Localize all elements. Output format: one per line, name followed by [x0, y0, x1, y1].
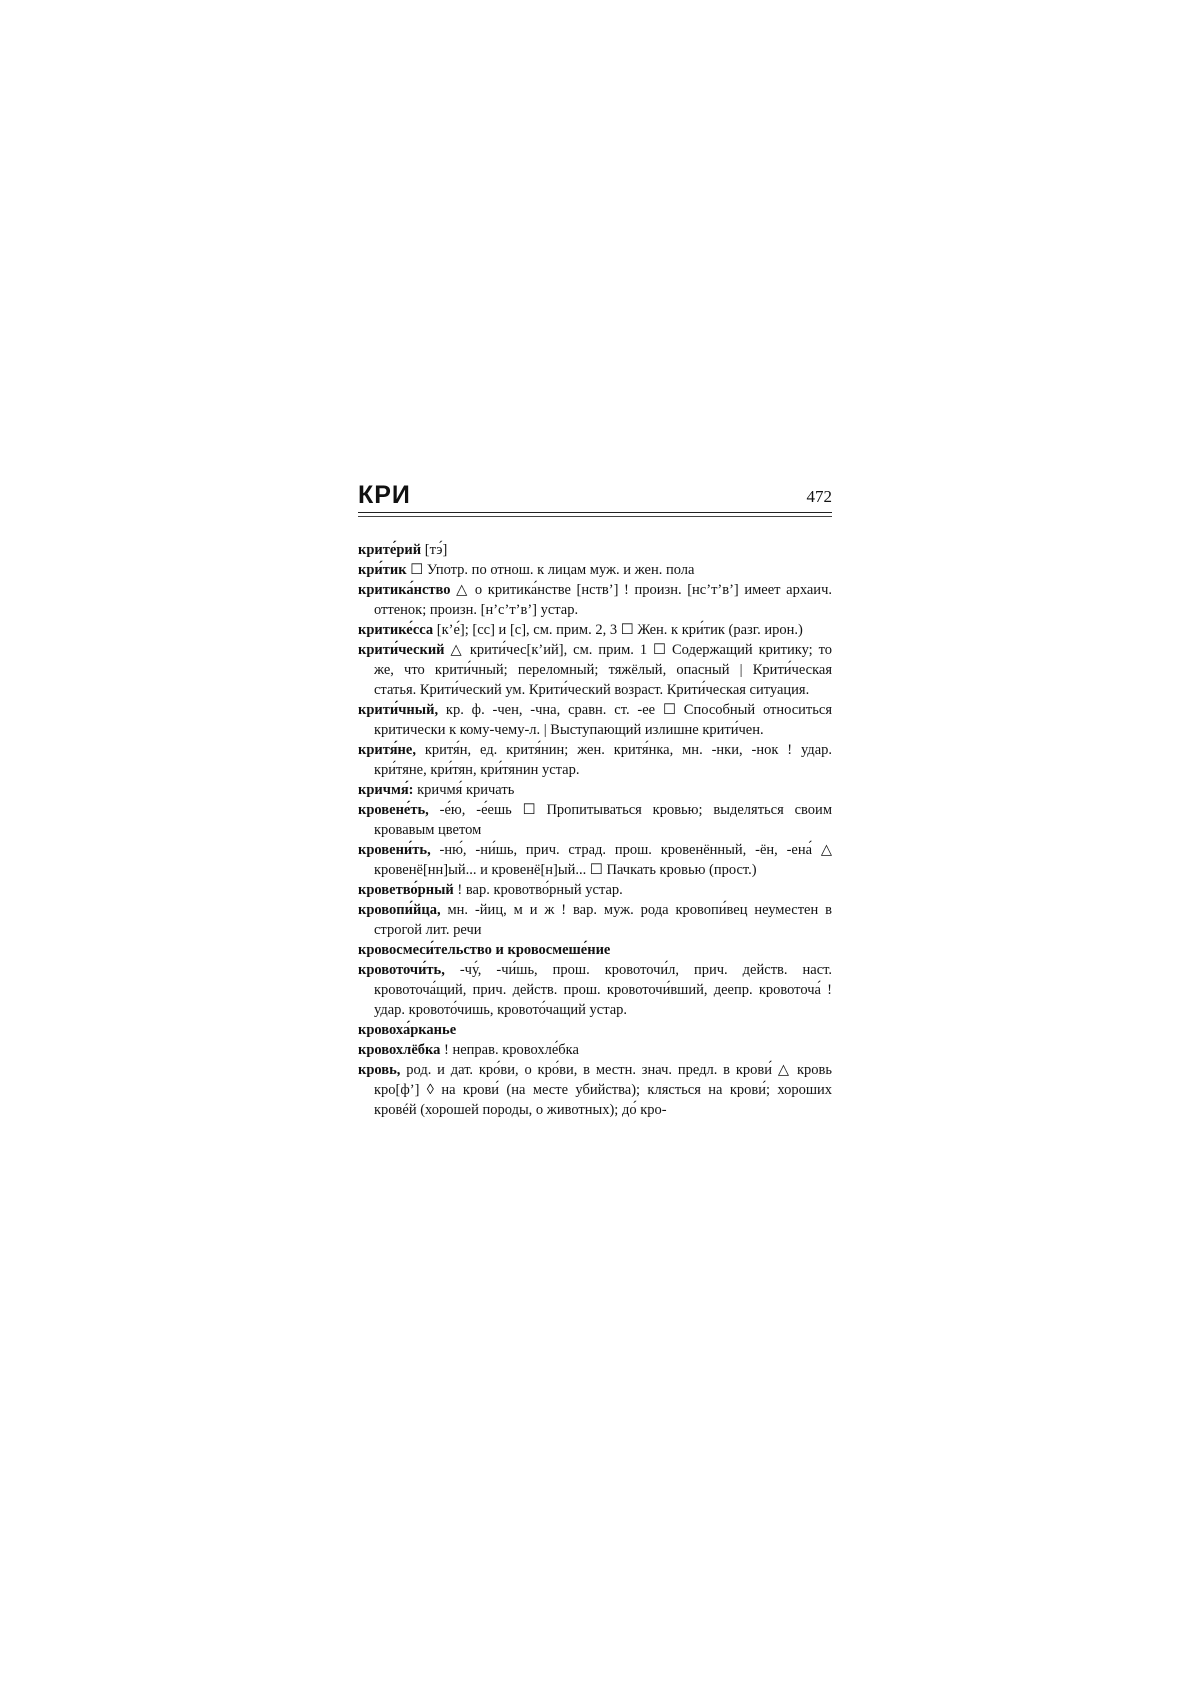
- entry-headword: кровопи́йца,: [358, 902, 441, 918]
- dictionary-entry: [358, 900, 832, 940]
- entry-headword: кровоточи́ть,: [358, 962, 445, 978]
- dictionary-entry: [358, 580, 832, 620]
- dictionary-entry: [358, 840, 832, 880]
- entry-definition: ! неправ. кровохле́бка: [440, 1042, 579, 1058]
- dictionary-entry: [358, 940, 832, 960]
- entry-definition: -ню́, -ни́шь, прич. страд. прош. кровенённый, -ён, -ена́ △ кровенё[нн]ый... и кровенё[н]ый... ☐ Пачкать кровью (прост.): [374, 842, 832, 878]
- entry-definition: △ крити́чес[к’ий], см. прим. 1 ☐ Содержащий критику; то же, что крити́чный; переломный; тяжёлый, опасный | Крити́ческая статья. Крити́ческий ум. Крити́ческий возраст. Крити́ческая ситуация.: [374, 642, 832, 698]
- entry-headword: кровохлёбка: [358, 1042, 441, 1058]
- entry-headword: критике́сса: [358, 622, 434, 638]
- dictionary-entry: [358, 780, 832, 800]
- entry-definition: род. и дат. кро́ви, о кро́ви, в местн. знач. предл. в крови́ △ кровь кро[ф’] ◊ на крови́ (на месте убийства); клясться на крови́; хороших кровéй (хорошей породы, о животных); до́ кро-: [374, 1062, 832, 1118]
- dictionary-entry: [358, 960, 832, 1020]
- entry-definition: -чу́, -чи́шь, прош. кровоточи́л, прич. действ. наст. кровоточа́щий, прич. действ. прош. кровоточи́вший, деепр. кровоточа́ ! удар. кровото́чишь, кровото́чащий устар.: [374, 962, 832, 1018]
- entry-headword: кровь,: [358, 1062, 401, 1078]
- entry-definition: △ о критика́нстве [нств’] ! произн. [нс’т’в’] имеет архаич. оттенок; произн. [н’с’т’в’] устар.: [374, 582, 832, 618]
- entry-definition: критя́н, ед. критя́нин; жен. критя́нка, мн. -нки, -нок ! удар. кри́тяне, кри́тян, кри́тянин устар.: [374, 742, 832, 778]
- entry-definition: -е́ю, -е́ешь ☐ Пропитываться кровью; выделяться своим кровавым цветом: [374, 802, 832, 838]
- entry-definition: ! вар. кровотво́рный устар.: [453, 882, 623, 898]
- dictionary-entry: [358, 540, 832, 560]
- entry-headword: кричмя́:: [358, 782, 414, 798]
- page-number: 472: [806, 487, 832, 506]
- page-header: [358, 480, 832, 514]
- dictionary-entry: [358, 1020, 832, 1040]
- running-head: КРИ: [358, 481, 411, 509]
- header-rule: [358, 512, 832, 513]
- entry-headword: крити́ческий: [358, 642, 445, 658]
- dictionary-entry: [358, 560, 832, 580]
- entry-definition: ☐ Употр. по отнош. к лицам муж. и жен. пола: [406, 562, 695, 578]
- dictionary-entry: [358, 800, 832, 840]
- dictionary-entry: [358, 640, 832, 700]
- dictionary-entry: [358, 700, 832, 740]
- entry-headword: кровосмеси́тельство и кровосмеше́ние: [358, 942, 611, 958]
- dictionary-entry: [358, 1060, 832, 1120]
- dictionary-entry: [358, 740, 832, 780]
- entry-definition: мн. -йиц, м и ж ! вар. муж. рода кровопи́вец неуместен в строгой лит. речи: [374, 902, 832, 938]
- entry-definition: [тэ́]: [421, 542, 448, 558]
- entry-headword: крити́чный,: [358, 702, 439, 718]
- entry-headword: кровене́ть,: [358, 802, 429, 818]
- entry-definition: кр. ф. -чен, -чна, сравн. ст. -ее ☐ Способный относиться критически к кому-чему-л. | Выступающий излишне крити́чен.: [374, 702, 832, 738]
- entry-headword: кри́тик: [358, 562, 407, 578]
- entry-list: [358, 540, 832, 1120]
- entry-headword: критика́нство: [358, 582, 451, 598]
- entry-headword: кровени́ть,: [358, 842, 431, 858]
- dictionary-entry: [358, 620, 832, 640]
- entry-headword: крите́рий: [358, 542, 422, 558]
- entry-definition: кричмя́ кричать: [413, 782, 515, 798]
- dictionary-entry: [358, 880, 832, 900]
- dictionary-entry: [358, 1040, 832, 1060]
- entry-headword: кровоха́рканье: [358, 1022, 457, 1038]
- entry-definition: [к’е́]; [сс] и [с], см. прим. 2, 3 ☐ Жен. к кри́тик (разг. ирон.): [433, 622, 803, 638]
- header-rule-thin: [358, 516, 832, 517]
- entry-headword: критя́не,: [358, 742, 416, 758]
- entry-headword: кроветво́рный: [358, 882, 454, 898]
- dictionary-page: [358, 480, 832, 1120]
